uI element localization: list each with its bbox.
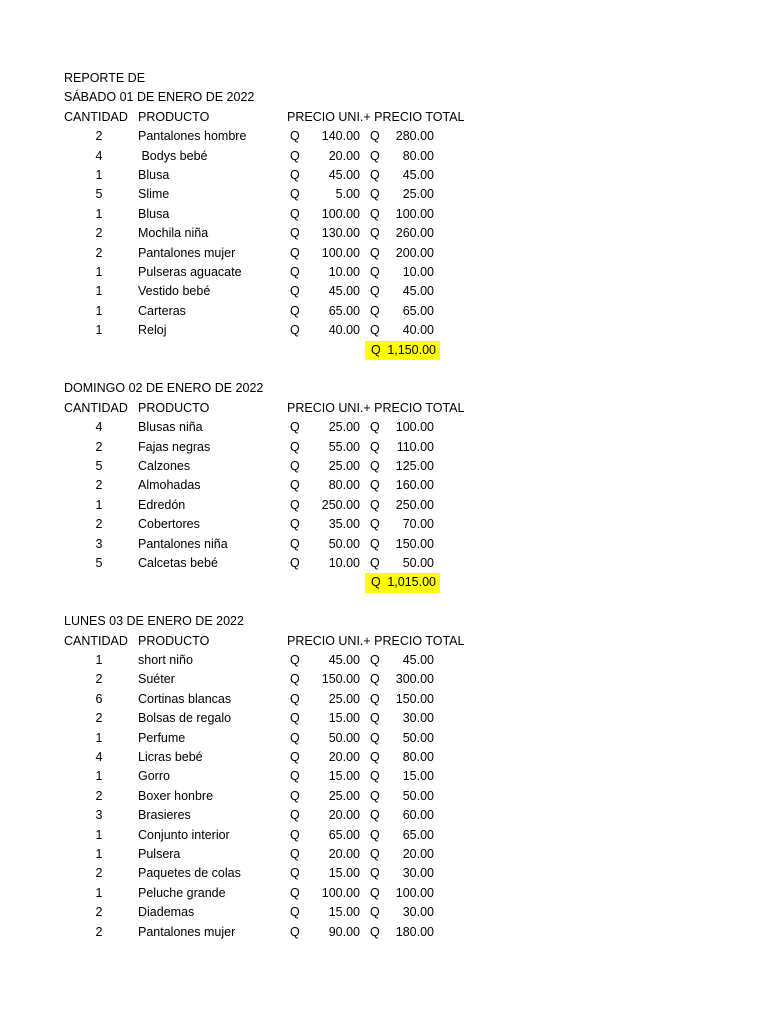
currency-symbol: Q [290,827,300,842]
product-cell: Boxer honbre [138,788,214,803]
total-price-cell: 15.00 [402,769,434,784]
unit-price-cell: 20.00 [328,148,360,163]
quantity-cell: 4 [95,750,103,764]
currency-symbol: Q [290,517,300,532]
header-producto: PRODUCTO [138,109,210,124]
unit-price-cell: 100.00 [321,206,360,221]
currency-symbol: Q [290,905,300,920]
currency-symbol: Q [370,808,380,823]
table-row [0,748,768,767]
product-cell: Fajas negras [138,439,211,454]
product-cell: Bolsas de regalo [138,711,232,726]
currency-symbol: Q [370,885,380,900]
header-cantidad: CANTIDAD [64,109,128,124]
table-row [0,787,768,806]
quantity-cell: 1 [95,885,103,900]
unit-price-cell: 140.00 [321,129,360,144]
total-price-cell: 45.00 [402,653,434,667]
table-row [0,321,768,340]
table-row [0,923,768,942]
currency-symbol: Q [290,187,300,202]
currency-symbol: Q [370,245,380,260]
table-row [0,767,768,786]
product-cell: Suéter [138,672,175,687]
day-total-highlight [365,573,440,592]
unit-price-cell: 25.00 [328,691,360,706]
product-cell: Blusa [138,168,170,182]
header-precio: PRECIO UNI.+ PRECIO TOTAL [287,633,465,648]
product-cell: Brasieres [138,808,191,823]
total-price-cell: 45.00 [402,168,434,182]
table-row [0,263,768,282]
currency-symbol: Q [370,847,380,861]
currency-symbol: Q [290,788,300,803]
currency-symbol: Q [370,653,380,667]
day-total-value: 1,150.00 [387,342,436,357]
total-price-cell: 125.00 [395,459,434,473]
product-cell: Calzones [138,459,191,473]
currency-symbol: Q [290,808,300,823]
column-header-row [0,399,768,418]
total-price-cell: 80.00 [402,148,434,163]
product-cell: Edredón [138,497,186,512]
quantity-cell: 1 [95,265,103,279]
header-precio: PRECIO UNI.+ PRECIO TOTAL [287,109,465,124]
currency-symbol: Q [370,148,380,163]
total-price-cell: 45.00 [402,284,434,299]
currency-symbol: Q [370,323,380,338]
table-row [0,476,768,495]
quantity-cell: 1 [95,284,103,299]
currency-symbol: Q [290,323,300,338]
unit-price-cell: 80.00 [328,478,360,493]
currency-symbol: Q [370,129,380,144]
unit-price-cell: 20.00 [328,750,360,764]
currency-symbol: Q [290,750,300,764]
unit-price-cell: 100.00 [321,245,360,260]
currency-symbol: Q [370,168,380,182]
currency-symbol: Q [290,245,300,260]
table-row [0,729,768,748]
currency-symbol: Q [290,866,300,881]
total-price-cell: 100.00 [395,885,434,900]
unit-price-cell: 20.00 [328,808,360,823]
product-cell: Reloj [138,323,167,338]
product-cell: Perfume [138,730,186,745]
column-header-row [0,632,768,651]
quantity-cell: 2 [95,866,103,881]
currency-symbol: Q [370,303,380,318]
total-price-cell: 65.00 [402,303,434,318]
currency-symbol: Q [290,885,300,900]
total-price-cell: 50.00 [402,556,434,570]
currency-symbol: Q [290,439,300,454]
currency-symbol: Q [290,691,300,706]
quantity-cell: 1 [95,769,103,784]
currency-symbol: Q [290,226,300,241]
currency-symbol: Q [370,691,380,706]
table-row [0,845,768,864]
table-row [0,651,768,670]
currency-symbol: Q [370,556,380,570]
currency-symbol: Q [370,226,380,241]
total-price-cell: 160.00 [395,478,434,493]
table-row [0,457,768,476]
currency-symbol: Q [370,439,380,454]
total-price-cell: 30.00 [402,711,434,726]
currency-symbol: Q [290,769,300,784]
unit-price-cell: 65.00 [328,303,360,318]
total-price-cell: 100.00 [395,420,434,435]
quantity-cell: 2 [95,711,103,726]
day-title: SÁBADO 01 DE ENERO DE 2022 [64,90,255,105]
unit-price-cell: 10.00 [328,265,360,279]
table-row [0,554,768,573]
currency-symbol: Q [290,459,300,473]
quantity-cell: 2 [95,439,103,454]
product-cell: Blusas niña [138,420,203,435]
total-price-cell: 200.00 [395,245,434,260]
product-cell: Pantalones mujer [138,924,236,939]
currency-symbol: Q [290,265,300,279]
table-row [0,185,768,204]
total-price-cell: 30.00 [402,866,434,881]
unit-price-cell: 25.00 [328,459,360,473]
currency-symbol: Q [370,672,380,687]
quantity-cell: 1 [95,323,103,338]
table-row [0,515,768,534]
total-price-cell: 30.00 [402,905,434,920]
unit-price-cell: 250.00 [321,497,360,512]
product-cell: Pantalones niña [138,536,228,551]
total-price-cell: 180.00 [395,924,434,939]
day-total-highlight [365,341,440,360]
product-cell: Almohadas [138,478,201,493]
currency-symbol: Q [370,206,380,221]
currency-symbol: Q [370,459,380,473]
currency-symbol: Q [370,924,380,939]
currency-symbol: Q [290,168,300,182]
total-price-cell: 80.00 [402,750,434,764]
quantity-cell: 2 [95,905,103,920]
table-row [0,438,768,457]
day-total-value: 1,015.00 [387,575,436,590]
currency-symbol: Q [370,827,380,842]
quantity-cell: 1 [95,168,103,182]
table-row [0,418,768,437]
header-producto: PRODUCTO [138,400,210,415]
day-title: DOMINGO 02 DE ENERO DE 2022 [64,381,264,396]
unit-price-cell: 25.00 [328,788,360,803]
quantity-cell: 2 [95,478,103,493]
currency-symbol: Q [370,788,380,803]
total-price-cell: 110.00 [396,439,434,454]
currency-symbol: Q [290,129,300,144]
table-row [0,127,768,146]
table-row [0,864,768,883]
currency-symbol: Q [370,265,380,279]
product-cell: Pulseras aguacate [138,265,242,279]
product-cell: Pantalones mujer [138,245,236,260]
currency-symbol: Q [290,653,300,667]
total-price-cell: 50.00 [402,730,434,745]
table-row [0,535,768,554]
total-price-cell: 70.00 [402,517,434,532]
currency-symbol: Q [370,711,380,726]
quantity-cell: 1 [95,730,103,745]
quantity-cell: 2 [95,672,103,687]
product-cell: Paquetes de colas [138,866,241,881]
header-cantidad: CANTIDAD [64,400,128,415]
table-row [0,709,768,728]
table-row [0,690,768,709]
product-cell: Peluche grande [138,885,226,900]
unit-price-cell: 15.00 [328,905,360,920]
currency-symbol: Q [290,536,300,551]
table-row [0,282,768,301]
table-row [0,147,768,166]
unit-price-cell: 100.00 [321,885,360,900]
quantity-cell: 3 [95,808,103,823]
product-cell: Conjunto interior [138,827,230,842]
product-cell: Pulsera [138,847,181,861]
total-price-cell: 65.00 [402,827,434,842]
table-row [0,826,768,845]
currency-symbol: Q [290,148,300,163]
currency-symbol: Q [290,478,300,493]
quantity-cell: 2 [95,924,103,939]
product-cell: Licras bebé [138,750,203,764]
quantity-cell: 2 [95,517,103,532]
table-row [0,806,768,825]
report-title: REPORTE DE [64,71,146,85]
product-cell: Pantalones hombre [138,129,247,144]
unit-price-cell: 130.00 [321,226,360,241]
table-row [0,884,768,903]
currency-symbol: Q [290,497,300,512]
quantity-cell: 4 [95,420,103,435]
unit-price-cell: 5.00 [335,187,360,202]
product-cell: Calcetas bebé [138,556,218,570]
total-price-cell: 10.00 [402,265,434,279]
unit-price-cell: 150.00 [321,672,360,687]
column-header-row [0,108,768,127]
unit-price-cell: 90.00 [328,924,360,939]
table-row [0,903,768,922]
currency-symbol: Q [371,342,381,357]
currency-symbol: Q [371,575,381,590]
total-price-cell: 150.00 [395,536,434,551]
total-price-cell: 250.00 [395,497,434,512]
quantity-cell: 2 [95,129,103,144]
currency-symbol: Q [290,284,300,299]
table-row [0,244,768,263]
unit-price-cell: 15.00 [328,866,360,881]
currency-symbol: Q [290,711,300,726]
product-cell: Gorro [138,769,170,784]
table-row [0,670,768,689]
currency-symbol: Q [370,187,380,202]
currency-symbol: Q [290,206,300,221]
header-precio: PRECIO UNI.+ PRECIO TOTAL [287,400,465,415]
product-cell: Vestido bebé [138,284,211,299]
product-cell: Carteras [138,303,186,318]
currency-symbol: Q [290,303,300,318]
currency-symbol: Q [290,730,300,745]
currency-symbol: Q [370,497,380,512]
table-row [0,166,768,185]
unit-price-cell: 55.00 [328,439,360,454]
currency-symbol: Q [370,769,380,784]
currency-symbol: Q [370,420,380,435]
quantity-cell: 2 [95,788,103,803]
total-price-cell: 100.00 [395,206,434,221]
unit-price-cell: 15.00 [328,711,360,726]
currency-symbol: Q [290,924,300,939]
unit-price-cell: 50.00 [328,730,360,745]
quantity-cell: 5 [95,187,103,202]
quantity-cell: 2 [95,226,103,241]
quantity-cell: 1 [95,827,103,842]
header-cantidad: CANTIDAD [64,633,128,648]
product-cell: Mochila niña [138,226,209,241]
total-price-cell: 260.00 [395,226,434,241]
unit-price-cell: 35.00 [328,517,360,532]
quantity-cell: 4 [95,148,103,163]
unit-price-cell: 40.00 [328,323,360,338]
quantity-cell: 3 [95,536,103,551]
total-price-cell: 40.00 [402,323,434,338]
quantity-cell: 1 [95,206,103,221]
total-price-cell: 25.00 [402,187,434,202]
total-price-cell: 50.00 [402,788,434,803]
table-row [0,205,768,224]
currency-symbol: Q [370,905,380,920]
currency-symbol: Q [370,750,380,764]
product-cell: Blusa [138,206,170,221]
currency-symbol: Q [290,420,300,435]
quantity-cell: 6 [95,691,103,706]
currency-symbol: Q [370,284,380,299]
total-price-cell: 20.00 [402,847,434,861]
total-price-cell: 280.00 [395,129,434,144]
unit-price-cell: 65.00 [328,827,360,842]
quantity-cell: 5 [95,556,103,570]
quantity-cell: 1 [95,497,103,512]
table-row [0,224,768,243]
unit-price-cell: 10.00 [328,556,360,570]
unit-price-cell: 45.00 [328,168,360,182]
product-cell: Bodys bebé [138,148,208,163]
quantity-cell: 5 [95,459,103,473]
total-price-cell: 150.00 [395,691,434,706]
quantity-cell: 1 [95,653,103,667]
product-cell: short niño [138,653,193,667]
unit-price-cell: 15.00 [328,769,360,784]
currency-symbol: Q [290,672,300,687]
currency-symbol: Q [370,730,380,745]
day-title: LUNES 03 DE ENERO DE 2022 [64,614,244,629]
currency-symbol: Q [290,847,300,861]
currency-symbol: Q [370,517,380,532]
unit-price-cell: 45.00 [328,284,360,299]
quantity-cell: 1 [95,303,103,318]
unit-price-cell: 20.00 [328,847,360,861]
quantity-cell: 1 [95,847,103,861]
unit-price-cell: 50.00 [328,536,360,551]
currency-symbol: Q [370,866,380,881]
table-row [0,302,768,321]
quantity-cell: 2 [95,245,103,260]
table-row [0,496,768,515]
total-price-cell: 300.00 [395,672,434,687]
unit-price-cell: 45.00 [328,653,360,667]
product-cell: Cobertores [138,517,200,532]
unit-price-cell: 25.00 [328,420,360,435]
product-cell: Slime [138,187,170,202]
header-producto: PRODUCTO [138,633,210,648]
currency-symbol: Q [370,478,380,493]
product-cell: Cortinas blancas [138,691,232,706]
currency-symbol: Q [290,556,300,570]
currency-symbol: Q [370,536,380,551]
product-cell: Diademas [138,905,195,920]
total-price-cell: 60.00 [402,808,434,823]
